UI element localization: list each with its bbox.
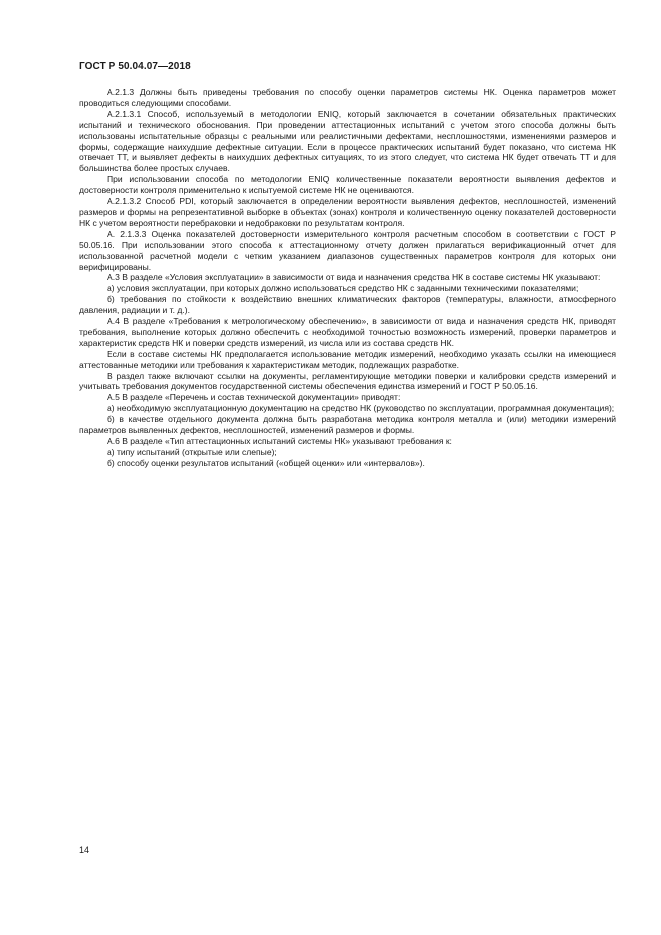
paragraph-a-5: А.5 В разделе «Перечень и состав технической документации» приводят: (107, 392, 401, 403)
paragraph-a-2-1-3-1: А.2.1.3.1 Способ, используемый в методологии ENIQ, который заключается в сочетании обязательных практических испытаний и технического обоснования. При проведении аттестационных испытаний с учетом этого способа должны быть использованы испытательные образцы с реальными или реалистичными дефектами, несплошностями, изменениями размеров и формы, содержащие наихудшие дефектные ситуации. Если в процессе практических испытаний будет показано, что система НК отвечает ТТ, и выявляет дефекты в наихудших дефектных ситуациях, то из этого следует, что система НК будет отвечать ТТ и для большинства более простых случаев. (79, 108, 616, 174)
paragraph-a-2-1-3: А.2.1.3 Должны быть приведены требования по способу оценки параметров системы НК. Оценка параметров может проводиться следующими способами. (79, 87, 616, 108)
paragraph-a-2-1-3-3: А. 2.1.3.3 Оценка показателей достоверности измерительного контроля расчетным способом в соответствии с ГОСТ Р 50.05.16. При использовании этого способа к аттестационному отчету должен прилагаться верификационный отчет для использованной расчетной модели с четким указанием диапазонов существенных параметров контроля для которых они верифицированы. (79, 228, 616, 272)
paragraph-a-6: А.6 В разделе «Тип аттестационных испытаний системы НК» указывают требования к: (107, 436, 452, 446)
paragraph-a-2-1-3-2: А.2.1.3.2 Способ PDI, который заключается в определении вероятности выявления дефектов, несплошностей, изменений размеров и формы на репрезентативной выборке в объектах (зонах) контроля и количественную оценку показателей достоверности НК с учетом вероятности перебраковки и недобраковки по результатам контроля. (79, 196, 616, 228)
page-number: 14 (79, 845, 90, 855)
document-header: ГОСТ Р 50.04.07—2018 (79, 61, 191, 72)
paragraph-a-3: А.3 В разделе «Условия эксплуатации» в зависимости от вида и назначения средства НК в составе системы НК указывают: (107, 272, 601, 283)
paragraph-eniq-note: При использовании способа по методологии ENIQ количественные показатели вероятности выявления дефектов и достоверности контроля применительно к испытуемой системе НК не оцениваются. (79, 174, 616, 196)
list-item-a-5-a: а) необходимую эксплуатационную документацию на средство НК (руководство по эксплуатации, программная документация); (107, 403, 615, 414)
paragraph-a-4: А.4 В разделе «Требования к метрологическому обеспечению», в зависимости от вида и назначения средств НК, приводят требования, выполнение которых должно обеспечить с необходимой точностью возможность измерений, проверки параметров и характеристик средств НК и поверки средств измерений, из числа или из состава средств НК. (79, 316, 616, 348)
paragraph-a-4-references: В раздел также включают ссылки на документы, регламентирующие методики поверки и калибровки средств измерений и учитывать требования документов государственной системы обеспечения единства измерений и ГОСТ Р 50.05.16. (79, 370, 616, 392)
list-item-a-5-b: б) в качестве отдельного документа должна быть разработана методика контроля металла и (или) методики измерений параметров выявленных дефектов, несплошностей, изменений размеров и формы. (79, 414, 616, 436)
list-item-a-6-b: б) способу оценки результатов испытаний («общей оценки» или «интервалов»). (107, 457, 425, 468)
list-item-a-6-a: а) типу испытаний (открытые или слепые); (107, 446, 277, 457)
list-item-a-3-a: а) условия эксплуатации, при которых должно использоваться средство НК с заданными техническими показателями; (107, 283, 579, 294)
list-item-a-3-b: б) требования по стойкости к воздействию внешних климатических факторов (температуры, влажности, атмосферного давления, радиации и т. д.). (79, 294, 616, 316)
document-body (79, 87, 616, 469)
paragraph-a-4-methods: Если в составе системы НК предполагается использование методик измерений, необходимо указать ссылки на имеющиеся аттестованные методики или требования к характеристикам методик, подлежащих разработке. (79, 348, 616, 370)
